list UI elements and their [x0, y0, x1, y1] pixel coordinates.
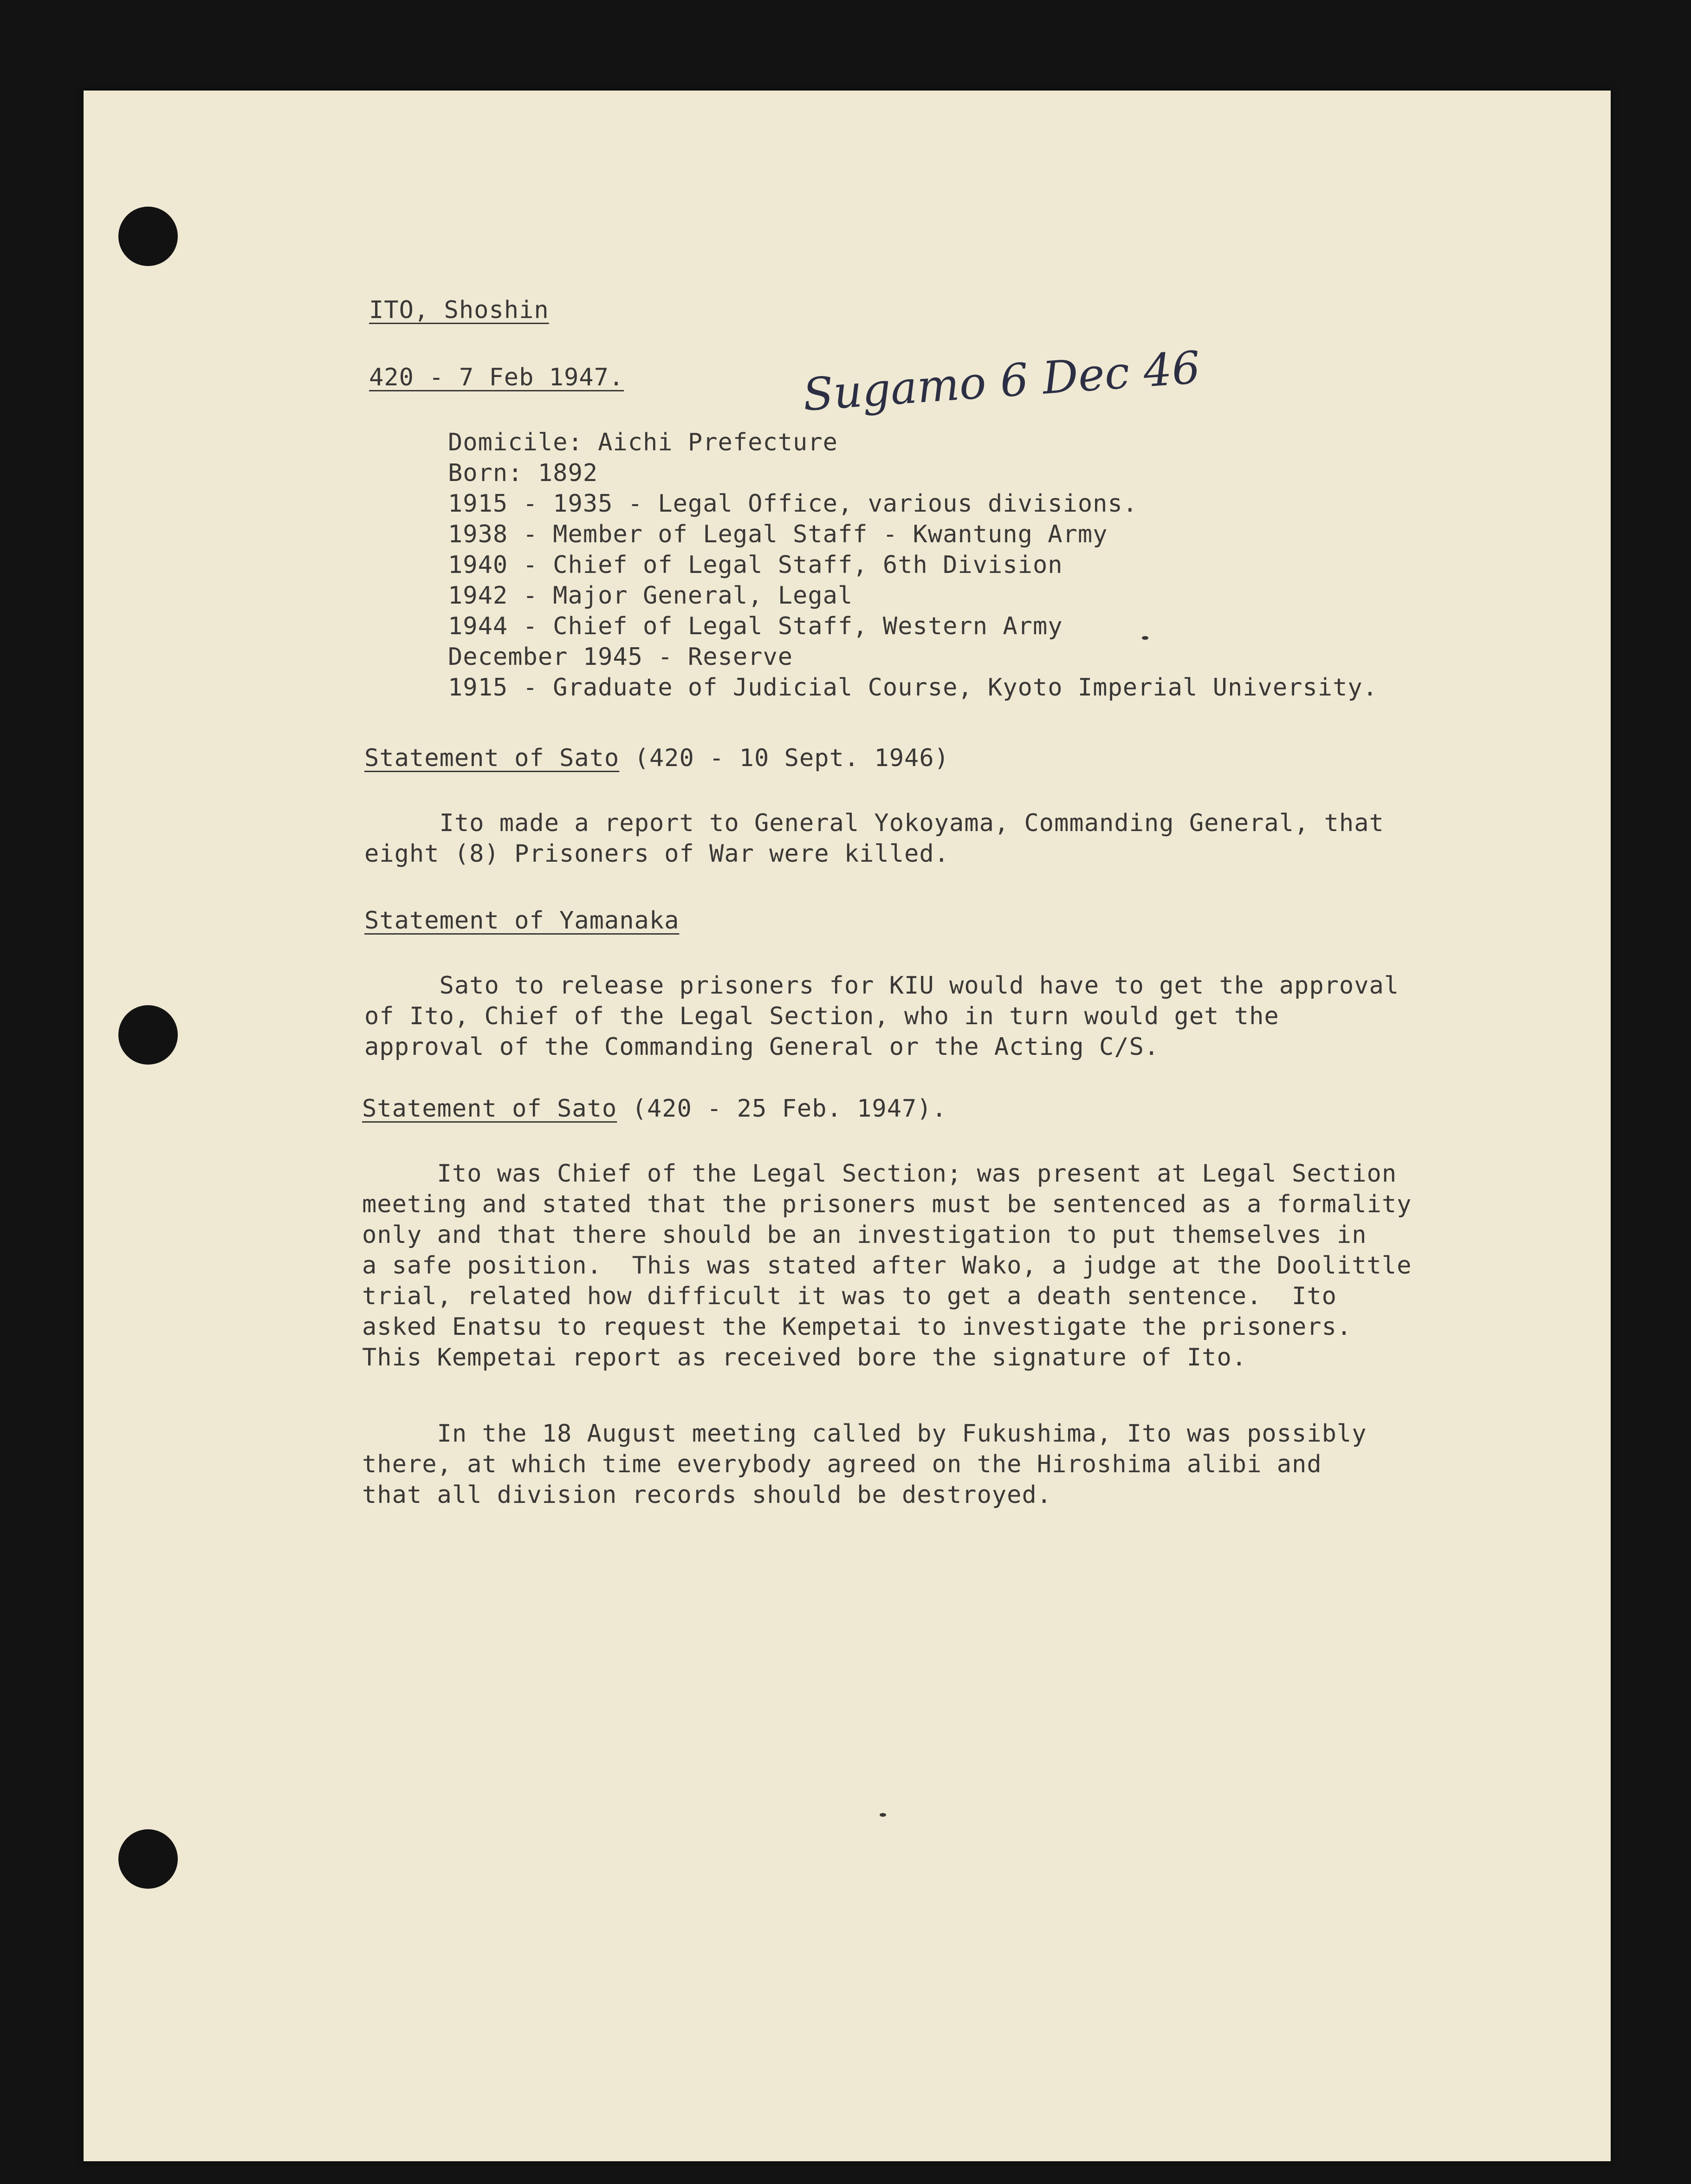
statement-line: eight (8) Prisoners of War were killed. [364, 840, 949, 868]
bio-career-line: December 1945 - Reserve [448, 643, 793, 671]
statement-line: Sato to release prisoners for KIU would have to get the approval [364, 972, 1399, 1000]
file-reference: 420 - 7 Feb 1947. [369, 364, 624, 391]
punch-hole-bottom [118, 1829, 178, 1889]
punch-hole-middle [118, 1005, 178, 1065]
statement-line: only and that there should be an investigation to put themselves in [362, 1221, 1367, 1249]
statement-line: a safe position. This was stated after Wako, a judge at the Doolittle [362, 1252, 1412, 1280]
document-page [84, 91, 1611, 2161]
bio-born: Born: 1892 [448, 459, 598, 487]
bio-career-line: 1942 - Major General, Legal [448, 582, 853, 610]
statement-line: This Kempetai report as received bore the signature of Ito. [362, 1344, 1247, 1372]
ink-speck [880, 1813, 886, 1817]
bio-career-line: 1940 - Chief of Legal Staff, 6th Division [448, 551, 1063, 579]
statement-heading [364, 905, 679, 936]
ink-speck [1142, 636, 1148, 640]
bio-career-line: 1915 - 1935 - Legal Office, various divisions. [448, 490, 1138, 518]
statement-line: asked Enatsu to request the Kempetai to investigate the prisoners. [362, 1313, 1352, 1341]
punch-hole-top [118, 207, 178, 266]
statement-line: Ito made a report to General Yokoyama, Commanding General, that [364, 809, 1384, 837]
statement-line: there, at which time everybody agreed on the Hiroshima alibi and [362, 1450, 1322, 1478]
statement-ref: (420 - 10 Sept. 1946) [619, 744, 949, 772]
statement-line: that all division records should be destroyed. [362, 1481, 1052, 1509]
bio-career-line: 1915 - Graduate of Judicial Course, Kyoto Imperial University. [448, 674, 1378, 702]
statement-title: Statement of Sato [362, 1095, 617, 1123]
statement-line: In the 18 August meeting called by Fukushima, Ito was possibly [362, 1420, 1367, 1448]
handwritten-annotation: Sugamo 6 Dec 46 [801, 341, 1202, 421]
bio-career-line: 1944 - Chief of Legal Staff, Western Army [448, 612, 1063, 640]
statement-line: trial, related how difficult it was to get a death sentence. Ito [362, 1282, 1337, 1310]
statement-line: meeting and stated that the prisoners must be sentenced as a formality [362, 1190, 1412, 1218]
statement-line: approval of the Commanding General or the Acting C/S. [364, 1033, 1160, 1061]
statement-line: Ito was Chief of the Legal Section; was present at Legal Section [362, 1160, 1397, 1188]
statement-title: Statement of Yamanaka [364, 907, 680, 935]
subject-name: ITO, Shoshin [369, 296, 549, 324]
statement-line: of Ito, Chief of the Legal Section, who in turn would get the [364, 1002, 1279, 1030]
bio-domicile: Domicile: Aichi Prefecture [448, 429, 838, 456]
statement-ref: (420 - 25 Feb. 1947). [617, 1095, 947, 1123]
statement-heading [364, 743, 949, 774]
bio-career-line: 1938 - Member of Legal Staff - Kwantung Army [448, 520, 1108, 548]
statement-title: Statement of Sato [364, 744, 620, 772]
statement-heading [362, 1093, 947, 1124]
